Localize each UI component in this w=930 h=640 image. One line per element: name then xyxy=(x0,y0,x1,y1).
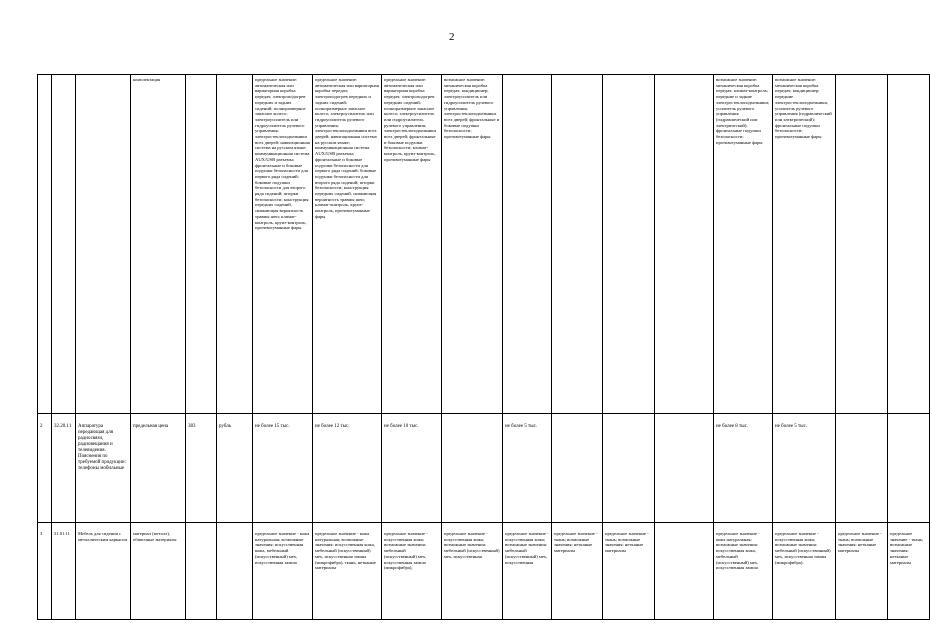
cell-value: не более 15 тыс. xyxy=(253,414,313,523)
cell-value xyxy=(552,414,603,523)
cell-value: возможное значение: механическая коробка передач; кондиционер; электроусилитель или гидроусилитель рулевого управления; электростеклоподъемники всех дверей; фронтальные и боковые подушки безопасности; противотуманные фары xyxy=(442,75,503,414)
cell-characteristic: материал (металл), обивочные материалы xyxy=(131,523,186,620)
cell-value: не более 10 тыс. xyxy=(382,414,442,523)
cell-unit xyxy=(217,523,253,620)
cell-value: предельное значение - ткань; возможные значения: нетканые материалы xyxy=(552,523,603,620)
requirements-table xyxy=(37,74,930,620)
page-number: 2 xyxy=(449,31,455,43)
cell-value: не более 5 тыс. xyxy=(773,414,836,523)
cell-value xyxy=(603,75,655,414)
cell-value: предельное значение - искусственная кожа; возможные значения: мебельный (искусственный) мех, искусственная xyxy=(442,523,503,620)
cell-num xyxy=(38,75,52,414)
cell-value: не более 8 тыс. xyxy=(714,414,773,523)
cell-code: 32.20.11 xyxy=(52,414,76,523)
table-row xyxy=(38,414,930,523)
cell-characteristic: предельная цена xyxy=(131,414,186,523)
cell-value xyxy=(655,523,714,620)
cell-code xyxy=(52,75,76,414)
cell-value xyxy=(836,75,888,414)
cell-value: возможное значение: механическая коробка передач; климат-контроль; передние и задние электростеклоподъемники; усилитель рулевого управления (гидравлический или электрический); фронтальные подушки безопасности; противотуманные фары xyxy=(714,75,773,414)
cell-value: предельное значение - ткань; возможные значения: нетканые материалы xyxy=(603,523,655,620)
cell-value: предельное значение - искусственная кожа; возможные значения: мебельный (искусственный) мех, искусственная xyxy=(503,523,552,620)
cell-value xyxy=(888,75,930,414)
cell-value: предельное значение - кожа натуральная; возможные значения: искусственная кожа, мебельный (искусственный) мех, искусственная замша (микрофибра), ткань, нетканые материалы xyxy=(313,523,382,620)
cell-value: предельное значение - искусственная кожа; возможные значения: мебельный (искусственный) мех, искусственная замша (микрофибра), xyxy=(773,523,836,620)
cell-num: 3 xyxy=(38,523,52,620)
cell-value xyxy=(655,414,714,523)
table-row xyxy=(38,523,930,620)
cell-characteristic: комплектация xyxy=(131,75,186,414)
cell-value xyxy=(442,414,503,523)
cell-value: не более 12 тыс. xyxy=(313,414,382,523)
cell-value xyxy=(655,75,714,414)
cell-unit-code xyxy=(186,523,217,620)
cell-value xyxy=(888,414,930,523)
cell-value: предельное значение: автоматическая или вариаторная коробка передач; электроподогрев передних и задних сидений; полноразмерное запасное колесо; электроусилитель или гидроусилитель рулевого управления; электростеклоподъемники всех дверей; навигационная система на русском языке; коммуникационная система AUX/USB разъемы; фронтальные и боковые подушки безопасности для первого ряда сидений; боковые подушки безопасности для второго ряда сидений; шторки безопасности; конструкция передних сидений, снижающая вероятность травмы шеи; климат-контроль, круиз-контроль, противотуманные фары xyxy=(253,75,313,414)
cell-value: предельное значение - кожа натуральная; возможные значения: искусственная кожа, мебельный (искусственный) мех, искусственная замша xyxy=(253,523,313,620)
cell-name: Аппаратура передающая для радиосвязи, радиовещания и телевидения. Пояснения по требуемой продукции: телефоны мобильные xyxy=(76,414,131,523)
cell-value: предельное значение - искусственная кожа; возможные значения: мебельный (искусственный) мех, искусственная замша (микрофибра), xyxy=(382,523,442,620)
cell-value: предельное значение - кожа натуральная; возможные значения: искусственная кожа, мебельный (искусственный) мех, искусственная замша xyxy=(714,523,773,620)
cell-unit xyxy=(217,75,253,414)
cell-value: предельное значение: автоматическая или вариаторная коробка передач; электроподогрев передних и задних сидений; полноразмерное запасное колесо; электроусилитель или гидроусилитель рулевого управления; электростеклоподъемники всех дверей; навигационная система на русском языке; коммуникационная система AUX/USB разъемы; фронтальные и боковые подушки безопасности для первого ряда сидений; боковые подушки безопасности для второго ряда сидений; шторки безопасности; конструкция передних сидений, снижающая вероятность травмы шеи; климат-контроль, круиз-контроль, противотуманные фары xyxy=(313,75,382,414)
cell-value xyxy=(552,75,603,414)
cell-code: 31.01.11 xyxy=(52,523,76,620)
cell-value xyxy=(836,414,888,523)
cell-value: предельное значение - ткань; возможные значения: нетканые материалы xyxy=(836,523,888,620)
cell-value xyxy=(503,75,552,414)
cell-name xyxy=(76,75,131,414)
cell-unit: рубль xyxy=(217,414,253,523)
cell-value: предельное значение - ткань; возможные значения: нетканые материалы xyxy=(888,523,930,620)
table-row xyxy=(38,75,930,414)
cell-name: Мебель для сидения с металлическим каркасом xyxy=(76,523,131,620)
cell-num: 2 xyxy=(38,414,52,523)
cell-value: предельное значение: автоматическая или вариаторная коробка передач; электроподогрев передних сидений; полноразмерное запасное колесо; электроусилитель или гидроусилитель рулевого управления; электростеклоподъемники всех дверей; фронтальные и боковые подушки безопасности; климат-контроль, круиз-контроль, противотуманные фары xyxy=(382,75,442,414)
cell-value xyxy=(603,414,655,523)
cell-unit-code xyxy=(186,75,217,414)
cell-value: возможное значение: механическая коробка передач; кондиционер; передние электростеклоподъемники, усилитель рулевого управления (гидравлический или электрический); фронтальные подушки безопасности; противотуманные фары xyxy=(773,75,836,414)
cell-unit-code: 383 xyxy=(186,414,217,523)
cell-value: не более 5 тыс. xyxy=(503,414,552,523)
